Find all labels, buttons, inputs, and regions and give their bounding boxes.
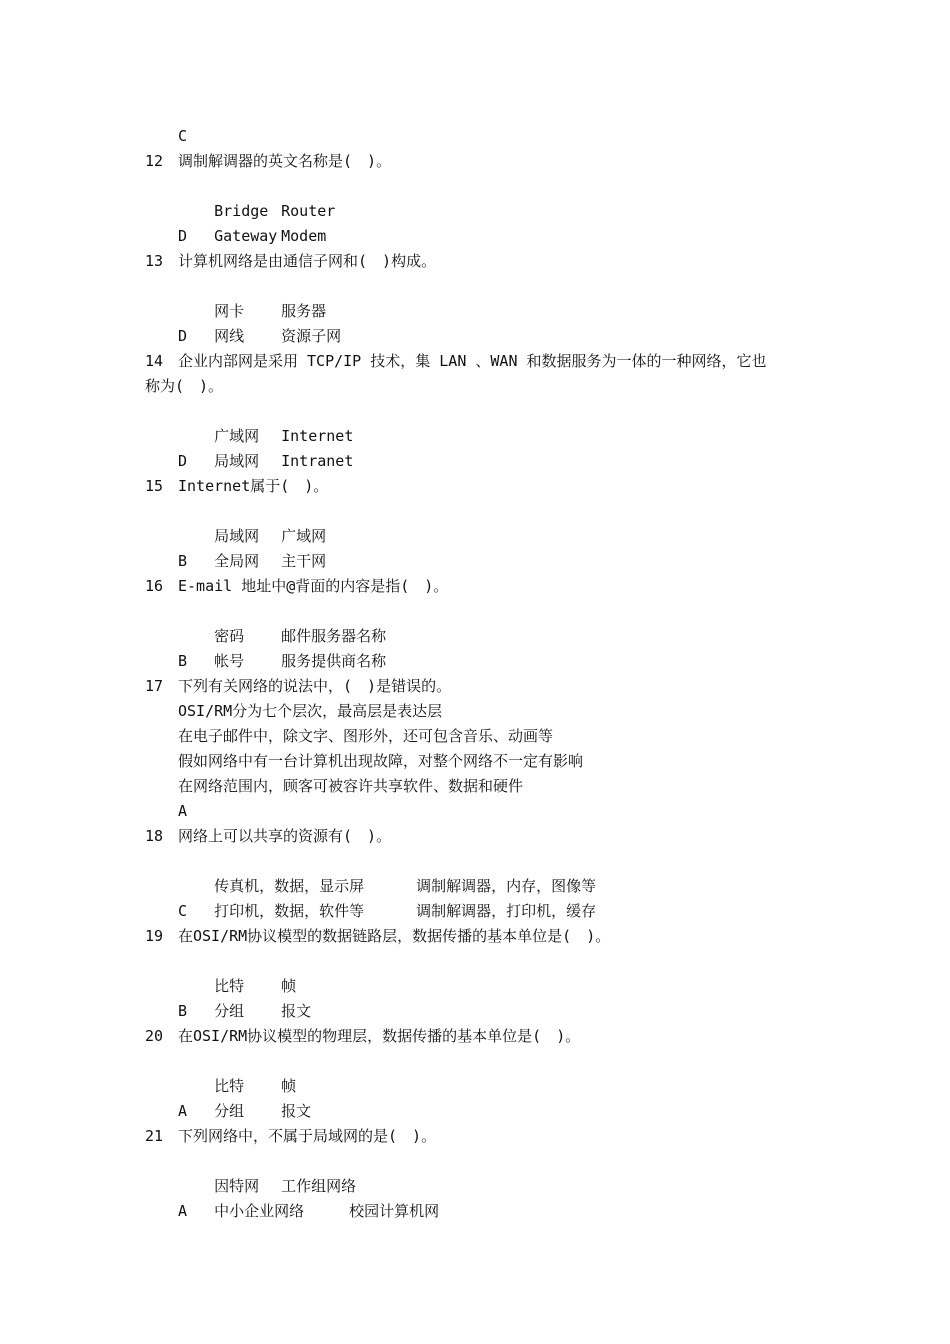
option-row	[145, 874, 597, 920]
question-text: E-mail 地址中@背面的内容是指( )。	[178, 577, 449, 595]
option: 分组	[214, 1102, 245, 1120]
option-row	[145, 849, 597, 895]
question-18	[145, 824, 845, 849]
option: 假如网络中有一台计算机出现故障，对整个网络不一定有影响	[178, 752, 584, 770]
question-text: 在OSI/RM协议模型的数据链路层，数据传播的基本单位是( )。	[178, 927, 611, 945]
option: 局域网	[214, 527, 260, 545]
option-row	[145, 599, 387, 645]
question-text: 调制解调器的英文名称是( )。	[178, 152, 392, 170]
option-row	[145, 624, 387, 670]
question-20	[145, 1024, 845, 1049]
option: 网线	[214, 327, 245, 345]
option: 网卡	[214, 302, 245, 320]
answer-line: D	[178, 227, 188, 245]
option-row	[145, 499, 327, 545]
option-row	[145, 1074, 312, 1120]
question-number: 20	[145, 1027, 164, 1045]
option: 密码	[214, 627, 245, 645]
question-12	[145, 149, 845, 174]
option: 服务器	[281, 302, 327, 320]
answer-line: A	[178, 1102, 188, 1120]
answer-line: B	[178, 652, 188, 670]
option: 局域网	[214, 452, 260, 470]
question-number: 15	[145, 477, 164, 495]
option: 广域网	[214, 427, 260, 445]
option: Internet	[281, 427, 354, 445]
option: 资源子网	[281, 327, 342, 345]
question-number: 12	[145, 152, 164, 170]
option: OSI/RM分为七个层次，最高层是表达层	[178, 702, 443, 720]
option: 邮件服务器名称	[281, 627, 387, 645]
answer-line: B	[178, 1002, 188, 1020]
option-row	[145, 299, 342, 345]
question-21	[145, 1124, 845, 1149]
question-text: 企业内部网是采用 TCP/IP 技术，集 LAN 、WAN 和数据服务为一体的一种网络，它也	[178, 352, 767, 370]
option: 比特	[214, 1077, 245, 1095]
option-row	[145, 524, 327, 570]
option: 比特	[214, 977, 245, 995]
question-text: 下列网络中，不属于局域网的是( )。	[178, 1127, 437, 1145]
option-row	[145, 1049, 297, 1095]
option: 工作组网络	[281, 1177, 357, 1195]
option: 帧	[281, 977, 297, 995]
option: 服务提供商名称	[281, 652, 387, 670]
question-number: 18	[145, 827, 164, 845]
answer-line: A	[178, 1202, 188, 1220]
question-number: 16	[145, 577, 164, 595]
answer-line: B	[178, 552, 188, 570]
question-number: 14	[145, 352, 164, 370]
option-row	[145, 199, 327, 245]
option: 广域网	[281, 527, 327, 545]
option: 中小企业网络	[214, 1202, 305, 1220]
option: Gateway	[214, 227, 278, 245]
option: 帧	[281, 1077, 297, 1095]
option: 调制解调器，内存，图像等	[416, 877, 597, 895]
answer-line: D	[178, 452, 188, 470]
option: 报文	[281, 1102, 312, 1120]
option-row	[145, 424, 354, 470]
option: Intranet	[281, 452, 354, 470]
option-row	[145, 1149, 357, 1195]
option: 在电子邮件中，除文字、图形外，还可包含音乐、动画等	[178, 727, 554, 745]
question-number: 21	[145, 1127, 164, 1145]
question-16	[145, 574, 845, 599]
question-13	[145, 249, 845, 274]
option: 因特网	[214, 1177, 260, 1195]
option: 全局网	[214, 552, 260, 570]
option: 校园计算机网	[349, 1202, 440, 1220]
option: 分组	[214, 1002, 245, 1020]
option-row	[145, 174, 336, 220]
answer-line: A	[178, 802, 188, 820]
option: Router	[281, 202, 336, 220]
question-15	[145, 474, 845, 499]
option: 主干网	[281, 552, 327, 570]
answer-line: C	[178, 127, 188, 145]
option: 在网络范围内，顾客可被容许共享软件、数据和硬件	[178, 777, 524, 795]
option-row	[145, 399, 354, 445]
option: 报文	[281, 1002, 312, 1020]
question-17	[145, 674, 845, 699]
option: 打印机，数据，软件等	[214, 902, 365, 920]
answer-line: C	[178, 902, 188, 920]
question-text: 网络上可以共享的资源有( )。	[178, 827, 392, 845]
option-row	[145, 274, 327, 320]
option: 帐号	[214, 652, 245, 670]
question-text: 计算机网络是由通信子网和( )构成。	[178, 252, 437, 270]
answer-line: D	[178, 327, 188, 345]
option: Modem	[281, 227, 327, 245]
question-number: 19	[145, 927, 164, 945]
question-14	[145, 349, 845, 374]
option-row	[145, 974, 312, 1020]
question-text: 下列有关网络的说法中，( )是错误的。	[178, 677, 452, 695]
option: 传真机，数据，显示屏	[214, 877, 365, 895]
question-text: Internet属于( )。	[178, 477, 329, 495]
question-text-continued: 称为( )。	[145, 377, 224, 395]
question-number: 17	[145, 677, 164, 695]
question-19	[145, 924, 845, 949]
option-row	[145, 1174, 440, 1220]
question-text: 在OSI/RM协议模型的物理层，数据传播的基本单位是( )。	[178, 1027, 581, 1045]
option: Bridge	[214, 202, 269, 220]
option: 调制解调器，打印机，缓存	[416, 902, 597, 920]
question-number: 13	[145, 252, 164, 270]
option-row	[145, 949, 297, 995]
